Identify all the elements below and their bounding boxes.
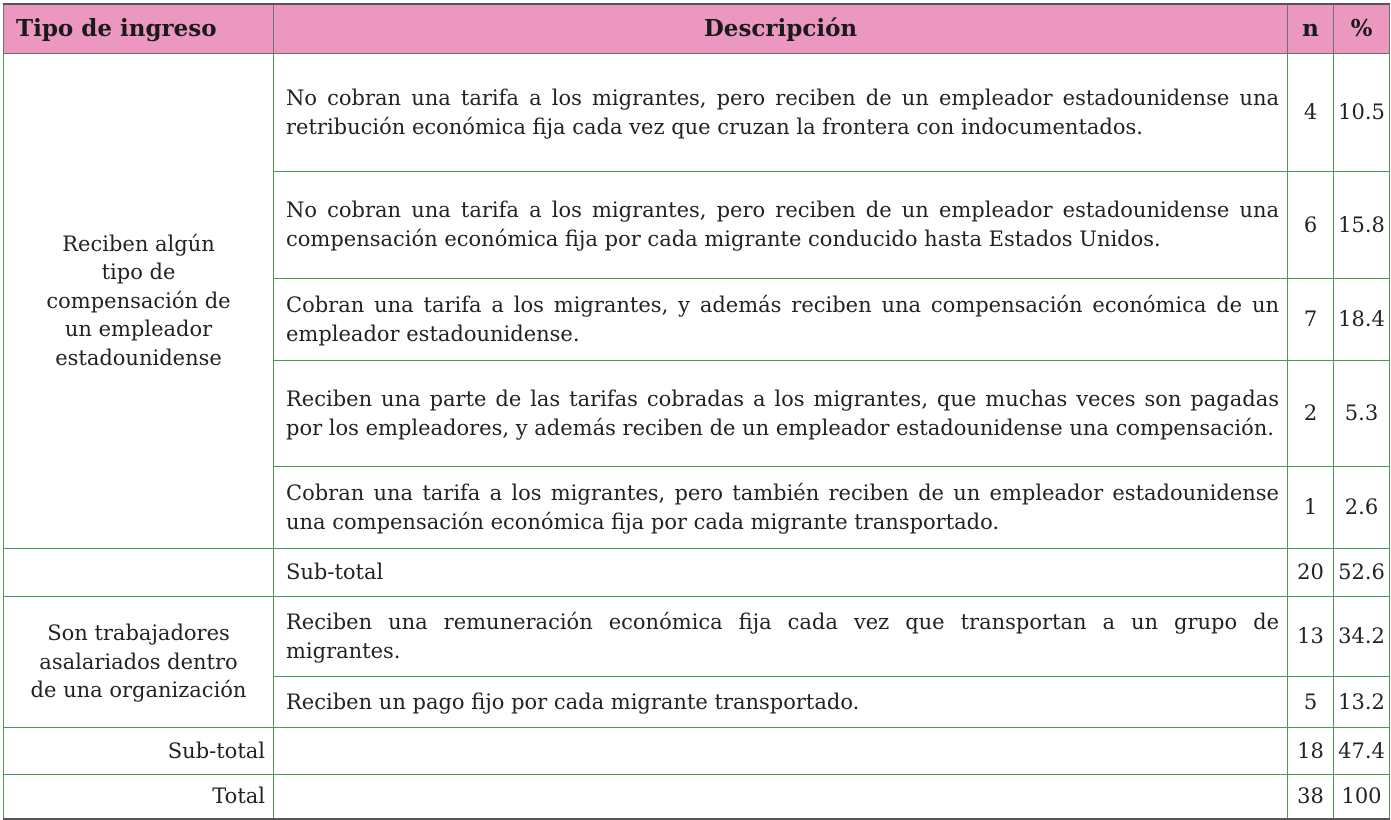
row-desc: Cobran una tarifa a los migrantes, y además reciben una compensación económica de un empleador estadounidense. xyxy=(274,279,1288,361)
table-row xyxy=(4,597,1390,677)
row-pct: 13.2 xyxy=(1334,677,1390,728)
empty-cell xyxy=(274,775,1288,819)
row-n: 4 xyxy=(1288,54,1334,172)
total-row xyxy=(4,775,1390,819)
subtotal-pct: 52.6 xyxy=(1334,549,1390,597)
group1-label xyxy=(4,54,274,549)
group1-label-text: Reciben algún tipo de compensación de un empleador estadounidense xyxy=(46,231,231,370)
row-pct: 10.5 xyxy=(1334,54,1390,172)
row-pct: 18.4 xyxy=(1334,279,1390,361)
row-pct: 2.6 xyxy=(1334,467,1390,549)
subtotal-pct: 47.4 xyxy=(1334,728,1390,775)
row-pct: 5.3 xyxy=(1334,361,1390,467)
row-desc: Cobran una tarifa a los migrantes, pero también reciben de un empleador estadounidense una compensación económica fija por cada migrante transportado. xyxy=(274,467,1288,549)
income-type-table xyxy=(3,3,1390,820)
row-n: 1 xyxy=(1288,467,1334,549)
row-n: 6 xyxy=(1288,172,1334,279)
row-n: 2 xyxy=(1288,361,1334,467)
subtotal-row xyxy=(4,549,1390,597)
group2-label-text: Son trabajadores asalariados dentro de una organización xyxy=(30,621,247,703)
row-desc: No cobran una tarifa a los migrantes, pero reciben de un empleador estadounidense una retribución económica fija cada vez que cruzan la frontera con indocumentados. xyxy=(274,54,1288,172)
row-desc: Reciben una remuneración económica fija cada vez que transportan a un grupo de migrantes. xyxy=(274,597,1288,677)
row-n: 7 xyxy=(1288,279,1334,361)
table-row xyxy=(4,54,1390,172)
empty-cell xyxy=(4,549,274,597)
header-pct: % xyxy=(1334,4,1390,54)
row-pct: 15.8 xyxy=(1334,172,1390,279)
subtotal-label: Sub-total xyxy=(274,549,1288,597)
header-row xyxy=(4,4,1390,54)
row-desc: Reciben un pago fijo por cada migrante transportado. xyxy=(274,677,1288,728)
total-n: 38 xyxy=(1288,775,1334,819)
total-pct: 100 xyxy=(1334,775,1390,819)
subtotal-label: Sub-total xyxy=(4,728,274,775)
subtotal-n: 18 xyxy=(1288,728,1334,775)
subtotal-row xyxy=(4,728,1390,775)
group2-label xyxy=(4,597,274,728)
empty-cell xyxy=(274,728,1288,775)
header-n: n xyxy=(1288,4,1334,54)
header-descripcion: Descripción xyxy=(274,4,1288,54)
row-pct: 34.2 xyxy=(1334,597,1390,677)
row-n: 13 xyxy=(1288,597,1334,677)
row-desc: No cobran una tarifa a los migrantes, pero reciben de un empleador estadounidense una compensación económica fija por cada migrante conducido hasta Estados Unidos. xyxy=(274,172,1288,279)
total-label: Total xyxy=(4,775,274,819)
row-desc: Reciben una parte de las tarifas cobradas a los migrantes, que muchas veces son pagadas por los empleadores, y además reciben de un empleador estadounidense una compensación. xyxy=(274,361,1288,467)
header-tipo: Tipo de ingreso xyxy=(4,4,274,54)
row-n: 5 xyxy=(1288,677,1334,728)
subtotal-n: 20 xyxy=(1288,549,1334,597)
